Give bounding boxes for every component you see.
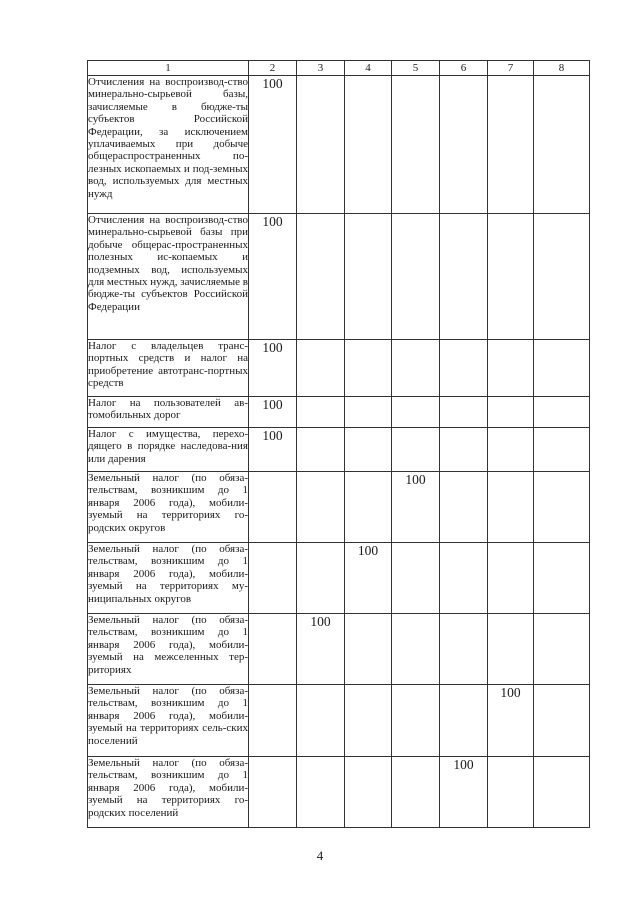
- percentage-cell: [392, 76, 440, 214]
- table-row: [88, 214, 590, 340]
- percentage-cell: [345, 214, 392, 340]
- percentage-cell: 100: [249, 397, 297, 428]
- percentage-cell: 100: [249, 214, 297, 340]
- revenue-description-cell: Налог с владельцев транс-портных средств и налог на приобретение автотранс-портных средств: [88, 340, 249, 397]
- tax-distribution-table: [87, 60, 590, 828]
- percentage-cell: [297, 685, 345, 757]
- revenue-description-cell: Отчисления на воспроизвод-ство минерально-сырьевой базы, зачисляемые в бюдже-ты субъектов Российской Федерации, за исключением уплачиваемых при добыче общераспространенных по-лезных ископаемых и под-земных вод, используемых для местных нужд: [88, 76, 249, 214]
- percentage-cell: [249, 543, 297, 614]
- revenue-description-cell: Земельный налог (по обяза-тельствам, возникшим до 1 января 2006 года), мобили-зуемый на территориях сель-ских поселений: [88, 685, 249, 757]
- percentage-cell: [488, 472, 534, 543]
- percentage-cell: [488, 214, 534, 340]
- percentage-cell: [392, 397, 440, 428]
- percentage-cell: [249, 472, 297, 543]
- percentage-cell: [534, 472, 590, 543]
- table-row: [88, 685, 590, 757]
- percentage-cell: 100: [440, 757, 488, 828]
- percentage-cell: [440, 214, 488, 340]
- table-row: [88, 543, 590, 614]
- percentage-cell: [392, 214, 440, 340]
- table-row: [88, 472, 590, 543]
- percentage-cell: [345, 76, 392, 214]
- revenue-description-cell: Земельный налог (по обяза-тельствам, возникшим до 1 января 2006 года), мобили-зуемый на территориях го-родских поселений: [88, 757, 249, 828]
- percentage-cell: [249, 685, 297, 757]
- percentage-cell: [534, 76, 590, 214]
- percentage-cell: [297, 397, 345, 428]
- percentage-cell: 100: [249, 428, 297, 472]
- percentage-cell: [440, 543, 488, 614]
- percentage-cell: [297, 543, 345, 614]
- column-header: 7: [488, 61, 534, 76]
- percentage-cell: 100: [488, 685, 534, 757]
- percentage-cell: [392, 685, 440, 757]
- percentage-cell: [534, 340, 590, 397]
- percentage-cell: [392, 428, 440, 472]
- percentage-cell: [345, 340, 392, 397]
- percentage-cell: [488, 76, 534, 214]
- percentage-cell: [345, 614, 392, 685]
- percentage-cell: [345, 757, 392, 828]
- percentage-cell: [534, 543, 590, 614]
- percentage-cell: [345, 472, 392, 543]
- percentage-cell: [345, 397, 392, 428]
- percentage-cell: [297, 76, 345, 214]
- percentage-cell: [440, 472, 488, 543]
- header-row: [88, 61, 590, 76]
- percentage-cell: [297, 214, 345, 340]
- column-header: 1: [88, 61, 249, 76]
- table-row: [88, 428, 590, 472]
- revenue-description-cell: Земельный налог (по обяза-тельствам, возникшим до 1 января 2006 года), мобили-зуемый на территориях му-ниципальных округов: [88, 543, 249, 614]
- table-row: [88, 757, 590, 828]
- percentage-cell: [534, 757, 590, 828]
- percentage-cell: [440, 685, 488, 757]
- revenue-description-cell: Отчисления на воспроизвод-ство минерально-сырьевой базы при добыче общерас-пространенных полезных ис-копаемых и подземных вод, используемых для местных нужд, зачисляемые в бюдже-ты субъектов Российской Федерации: [88, 214, 249, 340]
- percentage-cell: [297, 428, 345, 472]
- percentage-cell: 100: [297, 614, 345, 685]
- percentage-cell: [392, 340, 440, 397]
- percentage-cell: [488, 428, 534, 472]
- percentage-cell: [440, 614, 488, 685]
- percentage-cell: 100: [249, 76, 297, 214]
- column-header: 4: [345, 61, 392, 76]
- percentage-cell: [534, 614, 590, 685]
- column-header: 8: [534, 61, 590, 76]
- page-number: 4: [316, 848, 324, 863]
- percentage-cell: [392, 543, 440, 614]
- percentage-cell: 100: [345, 543, 392, 614]
- percentage-cell: [249, 757, 297, 828]
- percentage-cell: [534, 397, 590, 428]
- percentage-cell: [345, 428, 392, 472]
- percentage-cell: 100: [392, 472, 440, 543]
- column-header: 6: [440, 61, 488, 76]
- percentage-cell: [488, 340, 534, 397]
- percentage-cell: [534, 685, 590, 757]
- revenue-description-cell: Земельный налог (по обяза-тельствам, возникшим до 1 января 2006 года), мобили-зуемый на межселенных тер-риториях: [88, 614, 249, 685]
- percentage-cell: [488, 397, 534, 428]
- percentage-cell: [488, 757, 534, 828]
- percentage-cell: [534, 428, 590, 472]
- percentage-cell: [297, 472, 345, 543]
- table-row: [88, 340, 590, 397]
- column-header: 5: [392, 61, 440, 76]
- percentage-cell: [440, 397, 488, 428]
- column-header: 2: [249, 61, 297, 76]
- table-row: [88, 76, 590, 214]
- percentage-cell: [440, 76, 488, 214]
- percentage-cell: [440, 340, 488, 397]
- column-header: 3: [297, 61, 345, 76]
- revenue-description-cell: Налог с имущества, перехо-дящего в порядке наследова-ния или дарения: [88, 428, 249, 472]
- revenue-description-cell: Земельный налог (по обяза-тельствам, возникшим до 1 января 2006 года), мобили-зуемый на территориях го-родских округов: [88, 472, 249, 543]
- revenue-description-cell: Налог на пользователей ав-томобильных дорог: [88, 397, 249, 428]
- percentage-cell: [345, 685, 392, 757]
- percentage-cell: [488, 614, 534, 685]
- percentage-cell: [392, 614, 440, 685]
- table-row: [88, 397, 590, 428]
- percentage-cell: [534, 214, 590, 340]
- percentage-cell: 100: [249, 340, 297, 397]
- percentage-cell: [249, 614, 297, 685]
- percentage-cell: [297, 340, 345, 397]
- table-row: [88, 614, 590, 685]
- percentage-cell: [440, 428, 488, 472]
- percentage-cell: [297, 757, 345, 828]
- percentage-cell: [392, 757, 440, 828]
- percentage-cell: [488, 543, 534, 614]
